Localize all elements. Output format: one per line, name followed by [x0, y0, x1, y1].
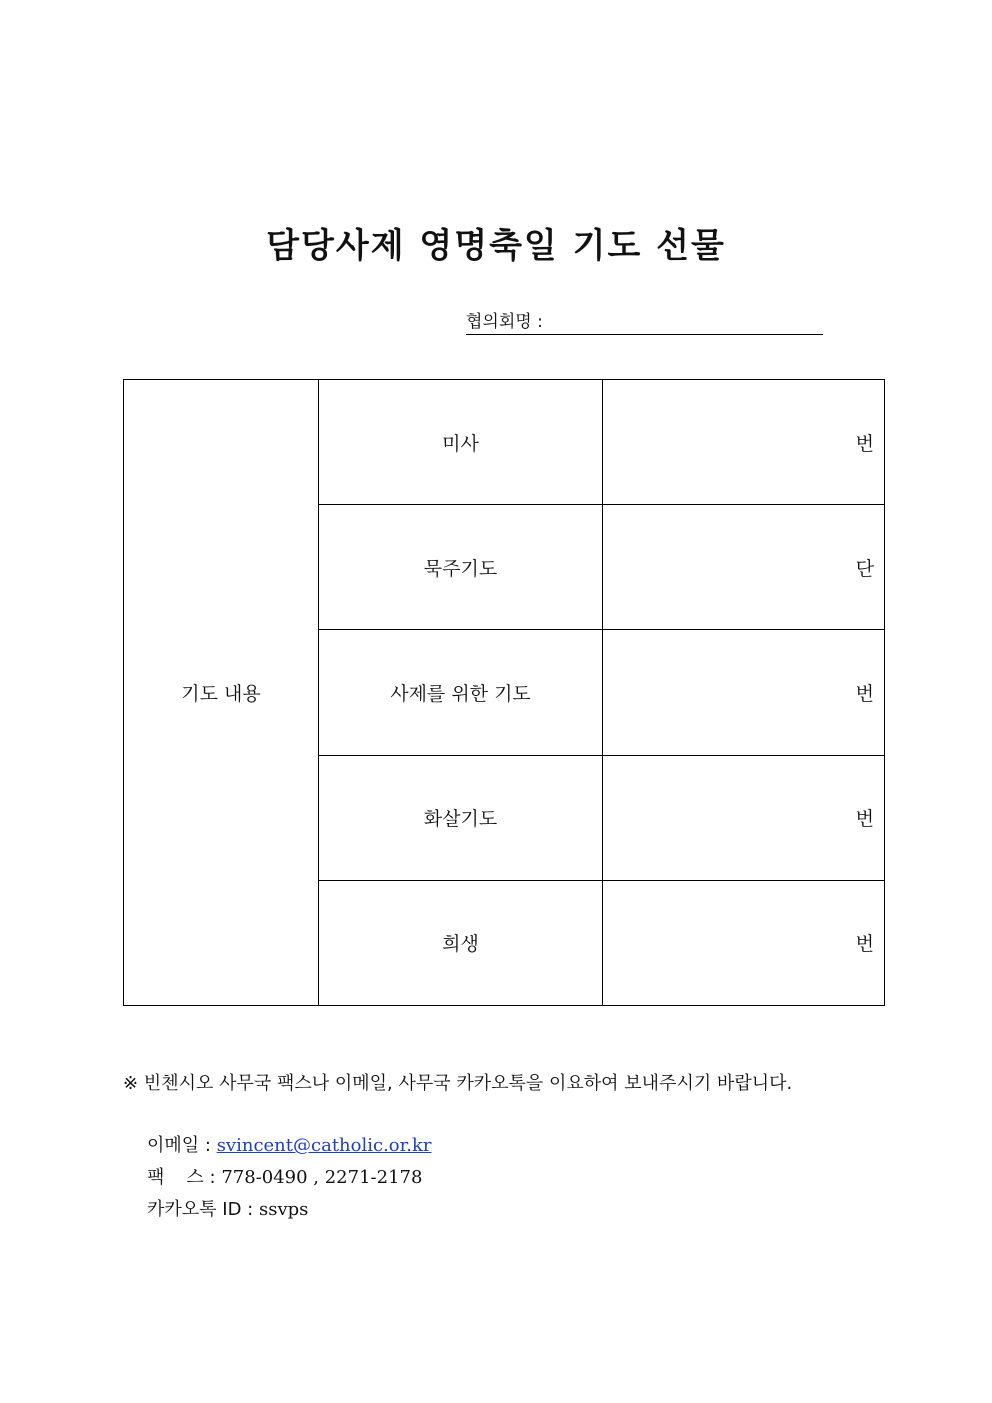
prayer-count-cell[interactable]: 번: [603, 755, 885, 880]
kakao-line: [147, 1198, 308, 1222]
prayer-count-cell[interactable]: 번: [603, 380, 885, 505]
council-name-field[interactable]: [466, 310, 823, 335]
email-link[interactable]: svincent@catholic.or.kr: [216, 1135, 432, 1156]
page-title: 담당사제 영명축일 기도 선물: [266, 226, 726, 266]
prayer-item-label: 화살기도: [319, 755, 603, 880]
fax-label-part2: 스 :: [186, 1167, 216, 1188]
email-label: 이메일 :: [147, 1135, 211, 1156]
fax-line: [147, 1166, 422, 1190]
council-name-label: 협의회명 :: [466, 312, 543, 332]
prayer-item-label: 묵주기도: [319, 505, 603, 630]
prayer-group-label: 기도 내용: [124, 380, 319, 1006]
fax-label-part1: 팩: [147, 1167, 165, 1188]
prayer-count-cell[interactable]: 번: [603, 880, 885, 1005]
prayer-item-label: 사제를 위한 기도: [319, 630, 603, 755]
table-row: [124, 380, 885, 505]
kakao-label: 카카오톡 ID :: [147, 1199, 254, 1220]
prayer-count-cell[interactable]: 번: [603, 630, 885, 755]
prayer-item-label: 희생: [319, 880, 603, 1005]
prayer-item-label: 미사: [319, 380, 603, 505]
submission-note: ※ 빈첸시오 사무국 팩스나 이메일, 사무국 카카오톡을 이요하여 보내주시기 바랍니다.: [123, 1073, 793, 1094]
fax-number: 778-0490 , 2271-2178: [221, 1167, 423, 1188]
prayer-count-cell[interactable]: 단: [603, 505, 885, 630]
prayer-table: [123, 379, 885, 1006]
kakao-id: ssvps: [258, 1199, 309, 1220]
email-line: [147, 1134, 432, 1158]
